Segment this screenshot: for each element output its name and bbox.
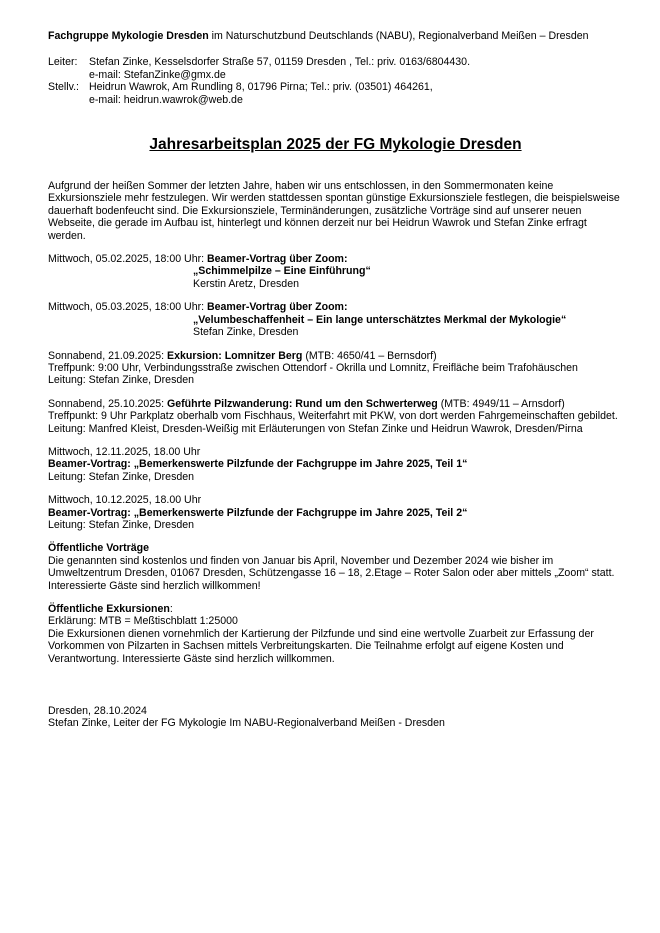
organization-name: Fachgruppe Mykologie Dresden <box>48 30 209 42</box>
stellv-email: e-mail: heidrun.wawrok@web.de <box>89 93 243 106</box>
organization-header <box>48 30 623 42</box>
leiter-address: Stefan Zinke, Kesselsdorfer Straße 57, 01159 Dresden , Tel.: priv. 0163/6804430. <box>89 56 471 69</box>
event-2-date: Mittwoch, 05.03.2025, 18:00 Uhr: <box>48 301 207 314</box>
event-4-lead: Leitung: Manfred Kleist, Dresden-Weißig mit Erläuterungen von Stefan Zinke und Heidrun Wawrok, Dresden/Pirna <box>48 422 583 435</box>
event-3-lead: Leitung: Stefan Zinke, Dresden <box>48 374 195 387</box>
event-3-title: Exkursion: Lomnitzer Berg <box>167 349 303 362</box>
public-excursions-colon: : <box>169 603 173 615</box>
event-3-date: Sonnabend, 21.09.2025: <box>48 349 167 362</box>
event-1-type: Beamer-Vortrag über Zoom: <box>207 253 348 266</box>
event-5-topic: Beamer-Vortrag: „Bemerkenswerte Pilzfunde der Fachgruppe im Jahre 2025, Teil 1“ <box>48 458 468 471</box>
mtb-legend: Erklärung: MTB = Meßtischblatt 1:25000 <box>48 615 238 628</box>
event-5-date: Mittwoch, 12.11.2025, 18.00 Uhr <box>48 445 201 458</box>
footer <box>48 705 623 730</box>
contact-block <box>48 56 623 106</box>
event-1-date: Mittwoch, 05.02.2025, 18:00 Uhr: <box>48 253 207 266</box>
public-excursions-text: Die Exkursionen dienen vornehmlich der Kartierung der Pilzfunde und sind eine wertvolle Zuarbeit zur Erfassung der Vorkommen von Pilzarten in Sachsen mittels Verbreitungskarten. Die Teilnahme erfolgt auf eigene Kosten und Verantwortung. Interessierte Gäste sind herzlich willkommen. <box>48 627 594 665</box>
event-6-lead: Leitung: Stefan Zinke, Dresden <box>48 518 195 531</box>
event-5-lead: Leitung: Stefan Zinke, Dresden <box>48 470 195 483</box>
event-6-topic: Beamer-Vortrag: „Bemerkenswerte Pilzfunde der Fachgruppe im Jahre 2025, Teil 2“ <box>48 506 468 519</box>
event-3 <box>48 350 623 387</box>
event-3-meeting-point: Treffpunk: 9:00 Uhr, Verbindungsstraße zwischen Ottendorf - Okrilla und Lomnitz, Freifläche beim Trafohäuschen <box>48 361 578 374</box>
event-2-type: Beamer-Vortrag über Zoom: <box>207 301 348 314</box>
event-1-topic: „Schimmelpilze – Eine Einführung“ <box>193 265 371 278</box>
event-1-speaker: Kerstin Aretz, Dresden <box>193 277 299 290</box>
event-4-meeting-point: Treffpunkt: 9 Uhr Parkplatz oberhalb vom Fischhaus, Weiterfahrt mit PKW, von dort werden Fahrgemeinschaften gebildet. <box>48 410 618 423</box>
event-4-date: Sonnabend, 25.10.2025: <box>48 397 167 410</box>
public-talks-text: Die genannten sind kostenlos und finden von Januar bis April, November und Dezember 2024 wie bisher im Umweltzentrum Dresden, 01067 Dresden, Schützengasse 16 – 18, 2.Etage – Roter Salon oder aber mittels „Zoom“ statt. Interessierte Gäste sind herzlich willkommen! <box>48 554 615 592</box>
event-5 <box>48 446 623 483</box>
public-talks-section <box>48 542 623 592</box>
public-excursions-section <box>48 603 623 665</box>
event-4 <box>48 398 623 435</box>
event-1 <box>48 253 623 290</box>
signature-line: Stefan Zinke, Leiter der FG Mykologie Im NABU-Regionalverband Meißen - Dresden <box>48 717 445 730</box>
intro-paragraph: Aufgrund der heißen Sommer der letzten Jahre, haben wir uns entschlossen, in den Sommermonaten keine Exkursionsziele mehr festzulegen. Wir werden stattdessen spontan günstige Exkursionsziele festlegen, die beispielsweise dauerhaft bodenfeucht sind. Die Exkursionsziele, Terminänderungen, zusätzliche Vorträge sind auf unserer neuen Webseite, die gerade im Aufbau ist, hinterlegt und können derzeit nur bei Heidrun Wawrok und Stefan Zinke erfragt werden. <box>48 180 620 242</box>
event-2-topic: „Velumbeschaffenheit – Ein lange unterschätztes Merkmal der Mykologie“ <box>193 313 567 326</box>
document-page <box>48 30 623 730</box>
event-6 <box>48 494 623 531</box>
public-talks-heading: Öffentliche Vorträge <box>48 542 150 555</box>
event-3-mtb: (MTB: 4650/41 – Bernsdorf) <box>302 349 437 362</box>
stellv-address: Heidrun Wawrok, Am Rundling 8, 01796 Pirna; Tel.: priv. (03501) 464261, <box>89 81 433 94</box>
leiter-email: e-mail: StefanZinke@gmx.de <box>89 68 226 81</box>
public-excursions-heading: Öffentliche Exkursionen <box>48 603 170 615</box>
organization-affiliation: im Naturschutzbund Deutschlands (NABU), Regionalverband Meißen – Dresden <box>208 30 589 42</box>
stellv-label: Stellv.: <box>48 81 80 94</box>
place-date: Dresden, 28.10.2024 <box>48 705 147 718</box>
event-6-date: Mittwoch, 10.12.2025, 18.00 Uhr <box>48 494 202 507</box>
event-4-mtb: (MTB: 4949/11 – Arnsdorf) <box>437 397 565 410</box>
event-2 <box>48 301 623 338</box>
event-4-title: Geführte Pilzwanderung: Rund um den Schwerterweg <box>167 397 438 410</box>
page-title: Jahresarbeitsplan 2025 der FG Mykologie Dresden <box>149 136 522 154</box>
event-2-speaker: Stefan Zinke, Dresden <box>193 326 299 339</box>
leiter-label: Leiter: <box>48 56 78 69</box>
